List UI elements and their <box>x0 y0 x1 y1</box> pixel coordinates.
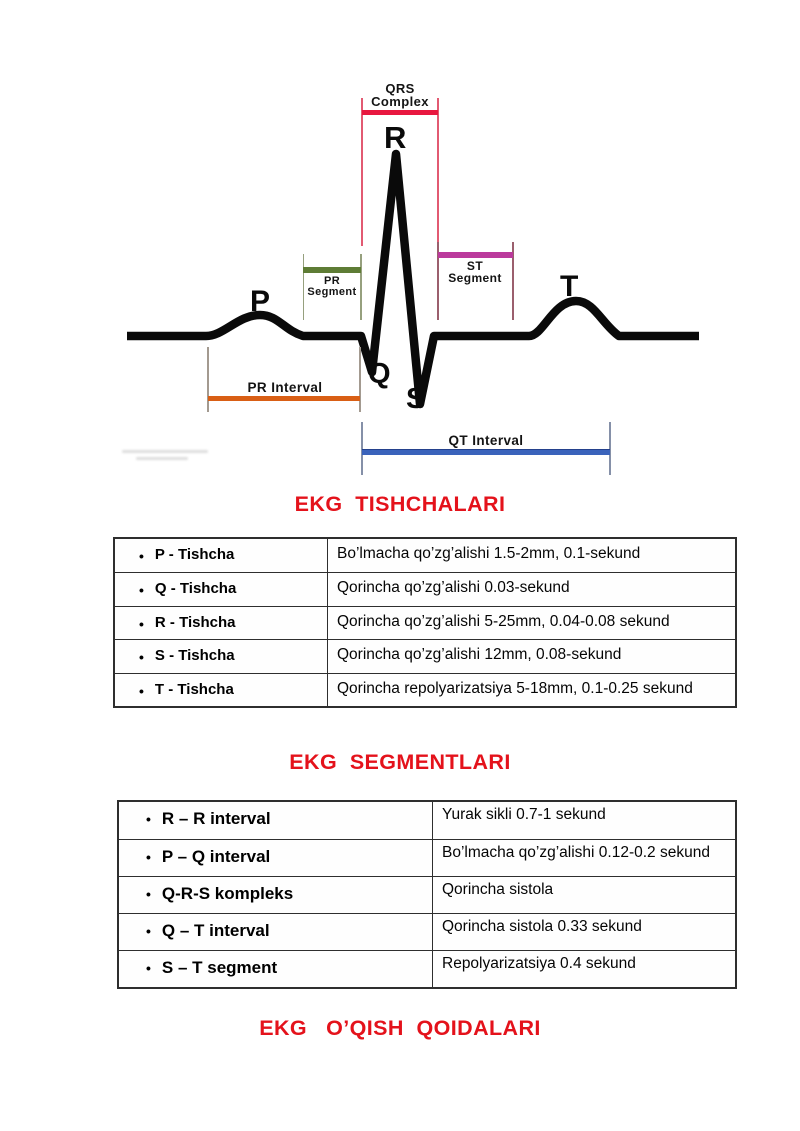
term: P - Tishcha <box>154 546 235 563</box>
st-segment-line2: Segment <box>448 271 502 285</box>
description: Qorincha repolyarizatsiya 5-18mm, 0.1-0.25 sekund <box>327 674 735 706</box>
table-row <box>119 839 735 876</box>
st-segment-bar <box>438 252 514 258</box>
q-wave-label: Q <box>368 358 391 390</box>
qrs-right-line <box>437 98 439 246</box>
bullet-icon: • <box>146 960 151 976</box>
qrs-left-line <box>361 98 363 246</box>
qt-interval-label: QT Interval <box>448 433 524 448</box>
description: Repolyarizatsiya 0.4 sekund <box>432 951 735 987</box>
bullet-icon: • <box>139 582 144 599</box>
table-row <box>119 913 735 950</box>
heading-ekg-oqish-qoidalari: EKG O’QISH QOIDALARI <box>259 1016 541 1040</box>
table-row <box>119 950 735 987</box>
term: R – R interval <box>161 809 271 828</box>
bullet-icon: • <box>146 849 151 865</box>
heading-ekg-tishchalari: EKG TISHCHALARI <box>294 492 506 516</box>
description: Bo’lmacha qo’zg’alishi 1.5-2mm, 0.1-sekund <box>327 539 735 572</box>
term: P – Q interval <box>161 847 271 866</box>
table-row <box>115 572 735 605</box>
description: Qorincha sistola 0.33 sekund <box>432 914 735 950</box>
heading-ekg-segmentlari: EKG SEGMENTLARI <box>289 750 511 774</box>
table-row <box>115 673 735 706</box>
term: Q-R-S kompleks <box>161 884 294 903</box>
pr-interval-label: PR Interval <box>247 380 323 395</box>
bullet-icon: • <box>139 682 144 699</box>
pr-segment-line2: Segment <box>307 286 357 298</box>
bullet-icon: • <box>139 548 144 564</box>
pr-segment-line1: PR <box>323 275 341 287</box>
term: S - Tishcha <box>154 647 235 665</box>
bullet-icon: • <box>146 923 151 939</box>
description: Qorincha qo’zg’alishi 12mm, 0.08-sekund <box>327 640 735 672</box>
table-row <box>115 639 735 672</box>
qrs-complex-line1: QRS <box>385 81 415 96</box>
qrs-complex-line2: Complex <box>371 94 429 109</box>
term: Q – T interval <box>161 921 270 940</box>
p-wave-label: P <box>250 285 271 318</box>
table-row <box>115 606 735 639</box>
description: Bo’lmacha qo’zg’alishi 0.12-0.2 sekund <box>432 840 735 876</box>
pr-segment-label <box>302 276 362 298</box>
r-wave-label: R <box>384 120 407 155</box>
description: Qorincha qo’zg’alishi 5-25mm, 0.04-0.08 sekund <box>327 607 735 639</box>
pr-interval-left-line <box>207 347 209 412</box>
ecg-trace <box>120 138 710 418</box>
ecg-diagram <box>0 0 800 480</box>
table-row <box>115 539 735 572</box>
ecg-trace-path <box>127 154 699 404</box>
s-wave-label: S <box>406 383 426 415</box>
description: Qorincha sistola <box>432 877 735 913</box>
table-row <box>119 876 735 913</box>
term: S – T segment <box>161 958 278 977</box>
term: Q - Tishcha <box>154 580 237 598</box>
bullet-icon: • <box>139 649 144 666</box>
tishchalari-table <box>113 537 737 708</box>
pr-interval-bar <box>208 396 361 401</box>
description: Qorincha qo’zg’alishi 0.03-sekund <box>327 573 735 605</box>
qt-interval-bar <box>362 449 611 455</box>
bullet-icon: • <box>146 811 151 827</box>
qrs-complex-bar <box>362 110 438 115</box>
segmentlari-table <box>117 800 737 989</box>
term: R - Tishcha <box>154 613 236 631</box>
description: Yurak sikli 0.7-1 sekund <box>432 802 735 839</box>
t-wave-label: T <box>560 270 579 303</box>
st-segment-line1: ST <box>466 259 484 273</box>
pr-segment-bar <box>303 267 361 273</box>
table-row <box>119 802 735 839</box>
bullet-icon: • <box>139 615 144 632</box>
bullet-icon: • <box>146 886 151 902</box>
qrs-complex-label <box>355 82 445 108</box>
term: T - Tishcha <box>154 680 234 698</box>
st-segment-label <box>436 260 514 284</box>
